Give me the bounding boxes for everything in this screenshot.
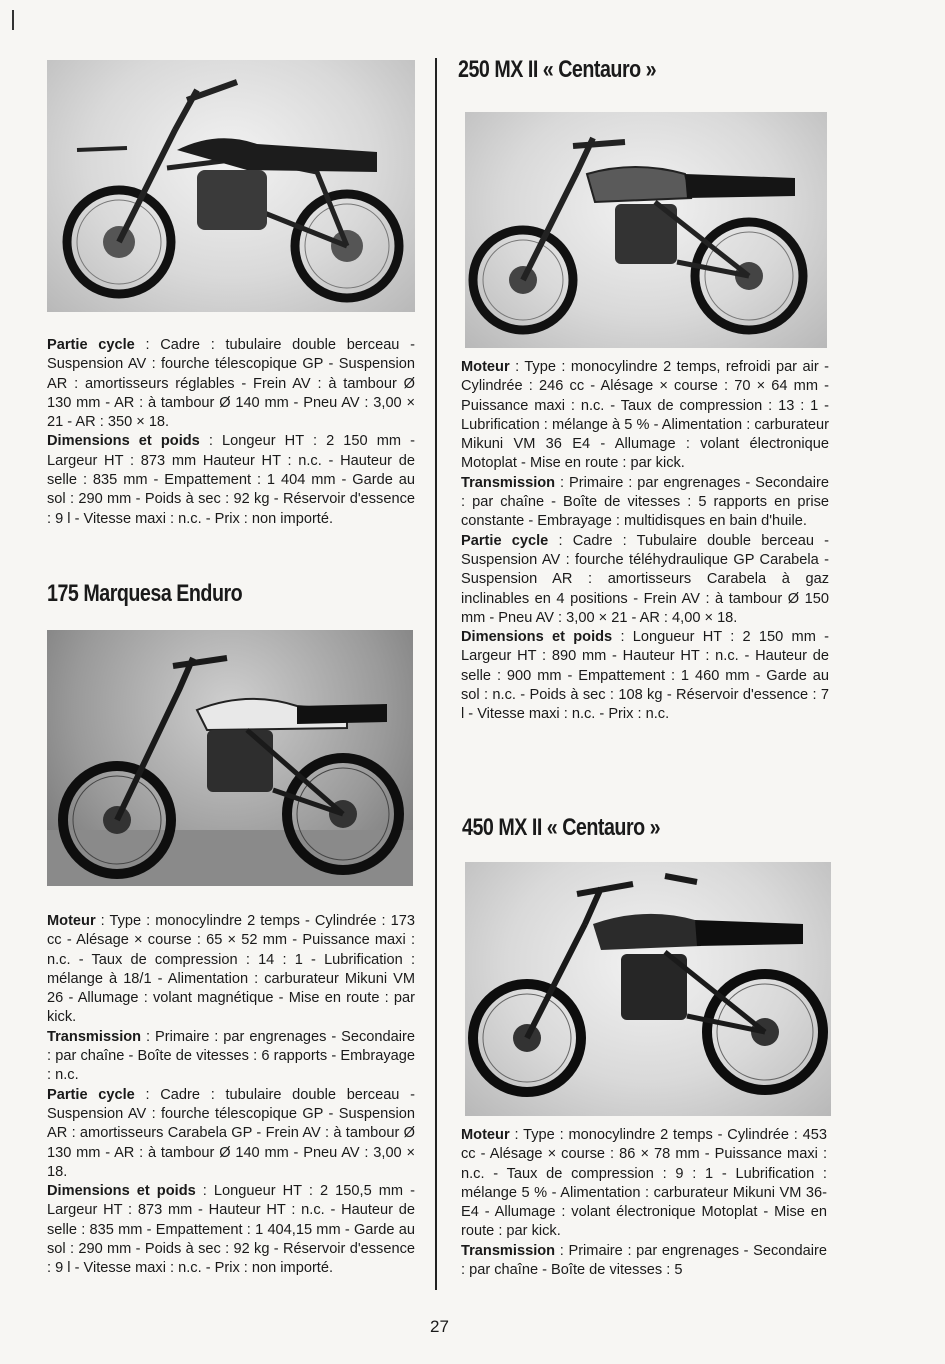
motorcycle-marquesa-icon <box>47 630 413 886</box>
motorcycle-photo-centauro-450 <box>465 862 831 1116</box>
spec-text: : Longueur HT : 2 150 mm - Largeur HT : 890 mm - Hauteur HT : n.c. - Hauteur de selle : 900 mm - Empattement : 1 460 mm - Garde au sol : n.c. - Poids à sec : 108 kg - Réservoir d'essence : 7 l - Vitesse maxi : n.c. - Prix : n.c. <box>461 629 829 723</box>
motorcycle-photo-marquesa <box>47 630 413 886</box>
spec-paragraph <box>47 1028 415 1086</box>
spec-block-enduro <box>47 336 415 529</box>
spec-paragraph <box>461 628 829 724</box>
motorcycle-centauro-250-icon <box>465 112 827 348</box>
spec-paragraph <box>461 358 829 474</box>
spec-label: Partie cycle <box>47 337 135 353</box>
spec-paragraph <box>461 1242 827 1281</box>
spec-label: Partie cycle <box>47 1086 135 1103</box>
spec-label: Transmission <box>47 1028 142 1045</box>
page-number: 27 <box>430 1317 449 1336</box>
spec-label: Moteur <box>47 913 96 929</box>
spec-paragraph <box>461 532 829 628</box>
spec-text: : Type : monocylindre 2 temps - Cylindrée : 453 cc - Alésage × course : 86 × 78 mm - Puissance maxi : n.c. - Taux de compression : 9 : 1 - Lubrification : mélange 5 % - Alimentation : carburateur Mikuni VM 36-E4 - Allumage : volant électronique Motoplat - Mise en route : par kick. <box>461 1127 827 1240</box>
spec-text: : Cadre : Tubulaire double berceau - Suspension AV : fourche téléhydraulique GP Carabela - Suspension AR : amortisseurs Carabela à gaz inclinables en 4 positions - Frein AV : à tambour Ø 150 mm - Pneu AV : 3,00 × 21 - AR : 4,00 × 18. <box>461 532 829 626</box>
spec-label: Moteur <box>461 359 510 375</box>
motorcycle-centauro-450-icon <box>465 862 831 1116</box>
spec-paragraph <box>47 336 415 432</box>
spec-paragraph <box>47 432 415 528</box>
spec-label: Partie cycle <box>461 532 549 549</box>
spec-paragraph <box>47 912 415 1028</box>
spec-block-centauro-450 <box>461 1126 827 1280</box>
spec-paragraph <box>461 1126 827 1242</box>
spec-text: : Primaire : par engrenages - Secondaire : par chaîne - Boîte de vitesses : 6 rapports - Embrayage : n.c. <box>47 1028 415 1084</box>
spec-label: Transmission <box>461 1242 556 1259</box>
spec-paragraph <box>47 1182 415 1278</box>
spec-label: Dimensions et poids <box>461 629 613 646</box>
column-divider <box>435 58 437 1290</box>
motorcycle-photo-enduro <box>47 60 415 312</box>
spec-label: Moteur <box>461 1127 510 1143</box>
motorcycle-enduro-icon <box>47 60 415 312</box>
section-heading-centauro-250: 250 MX II « Centauro » <box>458 56 657 83</box>
spec-text: : Cadre : tubulaire double berceau - Suspension AV : fourche télescopique GP - Suspension AR : amortisseurs réglables - Frein AV : à tambour Ø 130 mm - AR : à tambour Ø 140 mm - Pneu AV : 3,00 × 21 - AR : 350 × 18. <box>47 337 415 431</box>
spec-text: : Longeur HT : 2 150 mm - Largeur HT : 873 mm Hauteur HT : n.c. - Hauteur de selle : 835 mm - Empattement : 1 404 mm - Garde au sol : 290 mm - Poids à sec : 92 kg - Réservoir d'essence : 9 l - Vitesse maxi : n.c. - Prix : non importé. <box>47 433 416 527</box>
spec-text: : Primaire : par engrenages - Secondaire : par chaîne - Boîte de vitesses : 5 rapports en prise constante - Embrayage : multidisques en bain d'huile. <box>461 474 829 530</box>
spec-text: : Cadre : tubulaire double berceau - Suspension AV : fourche télescopique GP - Suspension AR : amortisseurs Carabela GP - Frein AV : à tambour Ø 130 mm - AR : à tambour Ø 140 mm - Pneu AV : 3,00 × 18. <box>47 1086 415 1180</box>
spec-label: Dimensions et poids <box>47 433 200 450</box>
spec-block-marquesa <box>47 912 415 1279</box>
motorcycle-photo-centauro-250 <box>465 112 827 348</box>
spec-text: : Type : monocylindre 2 temps, refroidi par air - Cylindrée : 246 cc - Alésage × course : 70 × 64 mm - Puissance maxi : n.c. - Taux de compression : 13 : 1 - Lubrification : mélange à 5 % - Alimentation : carburateur Mikuni VM 36 E4 - Allumage : volant électronique Motoplat - Mise en route : par kick. <box>461 359 829 472</box>
spec-paragraph <box>461 474 829 532</box>
section-heading-centauro-450: 450 MX II « Centauro » <box>462 814 661 841</box>
spec-label: Dimensions et poids <box>47 1183 196 1200</box>
spec-paragraph <box>47 1086 415 1182</box>
spec-label: Transmission <box>461 474 556 491</box>
section-heading-marquesa: 175 Marquesa Enduro <box>47 580 243 607</box>
spec-text: : Primaire : par engrenages - Secondaire : par chaîne - Boîte de vitesses : 5 <box>461 1242 827 1279</box>
spec-block-centauro-250 <box>461 358 829 725</box>
spec-text: : Longueur HT : 2 150,5 mm - Largeur HT : 873 mm - Hauteur HT : n.c. - Hauteur de selle : 835 mm - Empattement : 1 404,15 mm - Garde au sol : 290 mm - Poids à sec : 92 kg - Réservoir d'essence : 9 l - Vitesse maxi : n.c. - Prix : non importé. <box>47 1183 415 1277</box>
scan-mark <box>12 10 14 30</box>
spec-text: : Type : monocylindre 2 temps - Cylindrée : 173 cc - Alésage × course : 65 × 52 mm - Puissance maxi : n.c. - Taux de compression : 14 : 1 - Lubrification : mélange à 18/1 - Alimentation : carburateur Mikuni VM 26 - Allumage : volant magnétique - Mise en route : par kick. <box>47 913 415 1026</box>
